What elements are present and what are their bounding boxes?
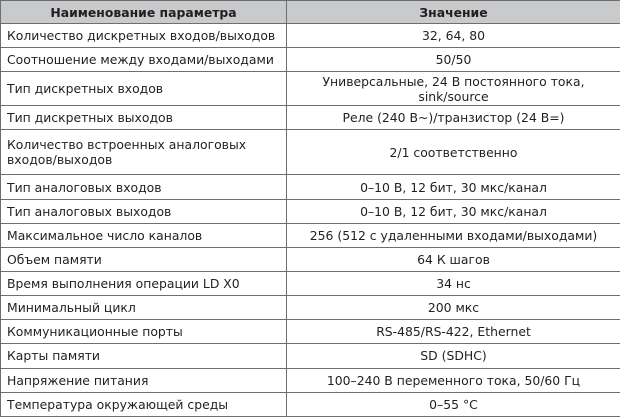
parameter-value: 100–240 В переменного тока, 50/60 Гц bbox=[287, 368, 620, 392]
table-row bbox=[1, 247, 620, 271]
parameter-name: Тип дискретных выходов bbox=[1, 106, 287, 130]
parameter-name: Объем памяти bbox=[1, 247, 287, 271]
table-row bbox=[1, 175, 620, 199]
header-value: Значение bbox=[287, 1, 620, 24]
parameter-value: 64 К шагов bbox=[287, 247, 620, 271]
parameter-name: Время выполнения операции LD X0 bbox=[1, 272, 287, 296]
parameter-value: 32, 64, 80 bbox=[287, 24, 620, 48]
parameter-value: 200 мкс bbox=[287, 296, 620, 320]
parameter-value: 0–10 В, 12 бит, 30 мкс/канал bbox=[287, 199, 620, 223]
parameter-name: Напряжение питания bbox=[1, 368, 287, 392]
parameter-name: Тип дискретных входов bbox=[1, 72, 287, 106]
table-row bbox=[1, 106, 620, 130]
parameter-name: Количество дискретных входов/выходов bbox=[1, 24, 287, 48]
table-row bbox=[1, 320, 620, 344]
table-row bbox=[1, 199, 620, 223]
parameter-name: Коммуникационные порты bbox=[1, 320, 287, 344]
parameter-name: Минимальный цикл bbox=[1, 296, 287, 320]
table-row bbox=[1, 368, 620, 392]
table-row bbox=[1, 48, 620, 72]
parameter-value: Универсальные, 24 В постоянного тока, sink/source bbox=[287, 72, 620, 106]
parameter-name: Тип аналоговых выходов bbox=[1, 199, 287, 223]
parameter-name: Тип аналоговых входов bbox=[1, 175, 287, 199]
parameter-value: SD (SDHC) bbox=[287, 344, 620, 368]
parameter-value: 2/1 соответственно bbox=[287, 130, 620, 175]
table-row bbox=[1, 223, 620, 247]
table-header bbox=[1, 1, 620, 24]
table-row bbox=[1, 272, 620, 296]
parameter-value: Реле (240 В~)/транзистор (24 В=) bbox=[287, 106, 620, 130]
parameter-name: Количество встроенных аналоговых входов/выходов bbox=[1, 130, 287, 175]
parameter-name: Максимальное число каналов bbox=[1, 223, 287, 247]
table-row bbox=[1, 130, 620, 175]
parameter-value: 0–10 В, 12 бит, 30 мкс/канал bbox=[287, 175, 620, 199]
parameter-value: RS-485/RS-422, Ethernet bbox=[287, 320, 620, 344]
table-row bbox=[1, 296, 620, 320]
parameter-value: 256 (512 с удаленными входами/выходами) bbox=[287, 223, 620, 247]
table-row bbox=[1, 24, 620, 48]
parameter-value: 0–55 °С bbox=[287, 392, 620, 416]
header-parameter: Наименование параметра bbox=[1, 1, 287, 24]
table-body bbox=[1, 24, 620, 417]
parameter-value: 50/50 bbox=[287, 48, 620, 72]
table-row bbox=[1, 392, 620, 416]
parameter-name: Соотношение между входами/выходами bbox=[1, 48, 287, 72]
table-row bbox=[1, 344, 620, 368]
parameter-name: Температура окружающей среды bbox=[1, 392, 287, 416]
parameter-value: 34 нс bbox=[287, 272, 620, 296]
table-row bbox=[1, 72, 620, 106]
header-row bbox=[1, 1, 620, 24]
parameter-name: Карты памяти bbox=[1, 344, 287, 368]
